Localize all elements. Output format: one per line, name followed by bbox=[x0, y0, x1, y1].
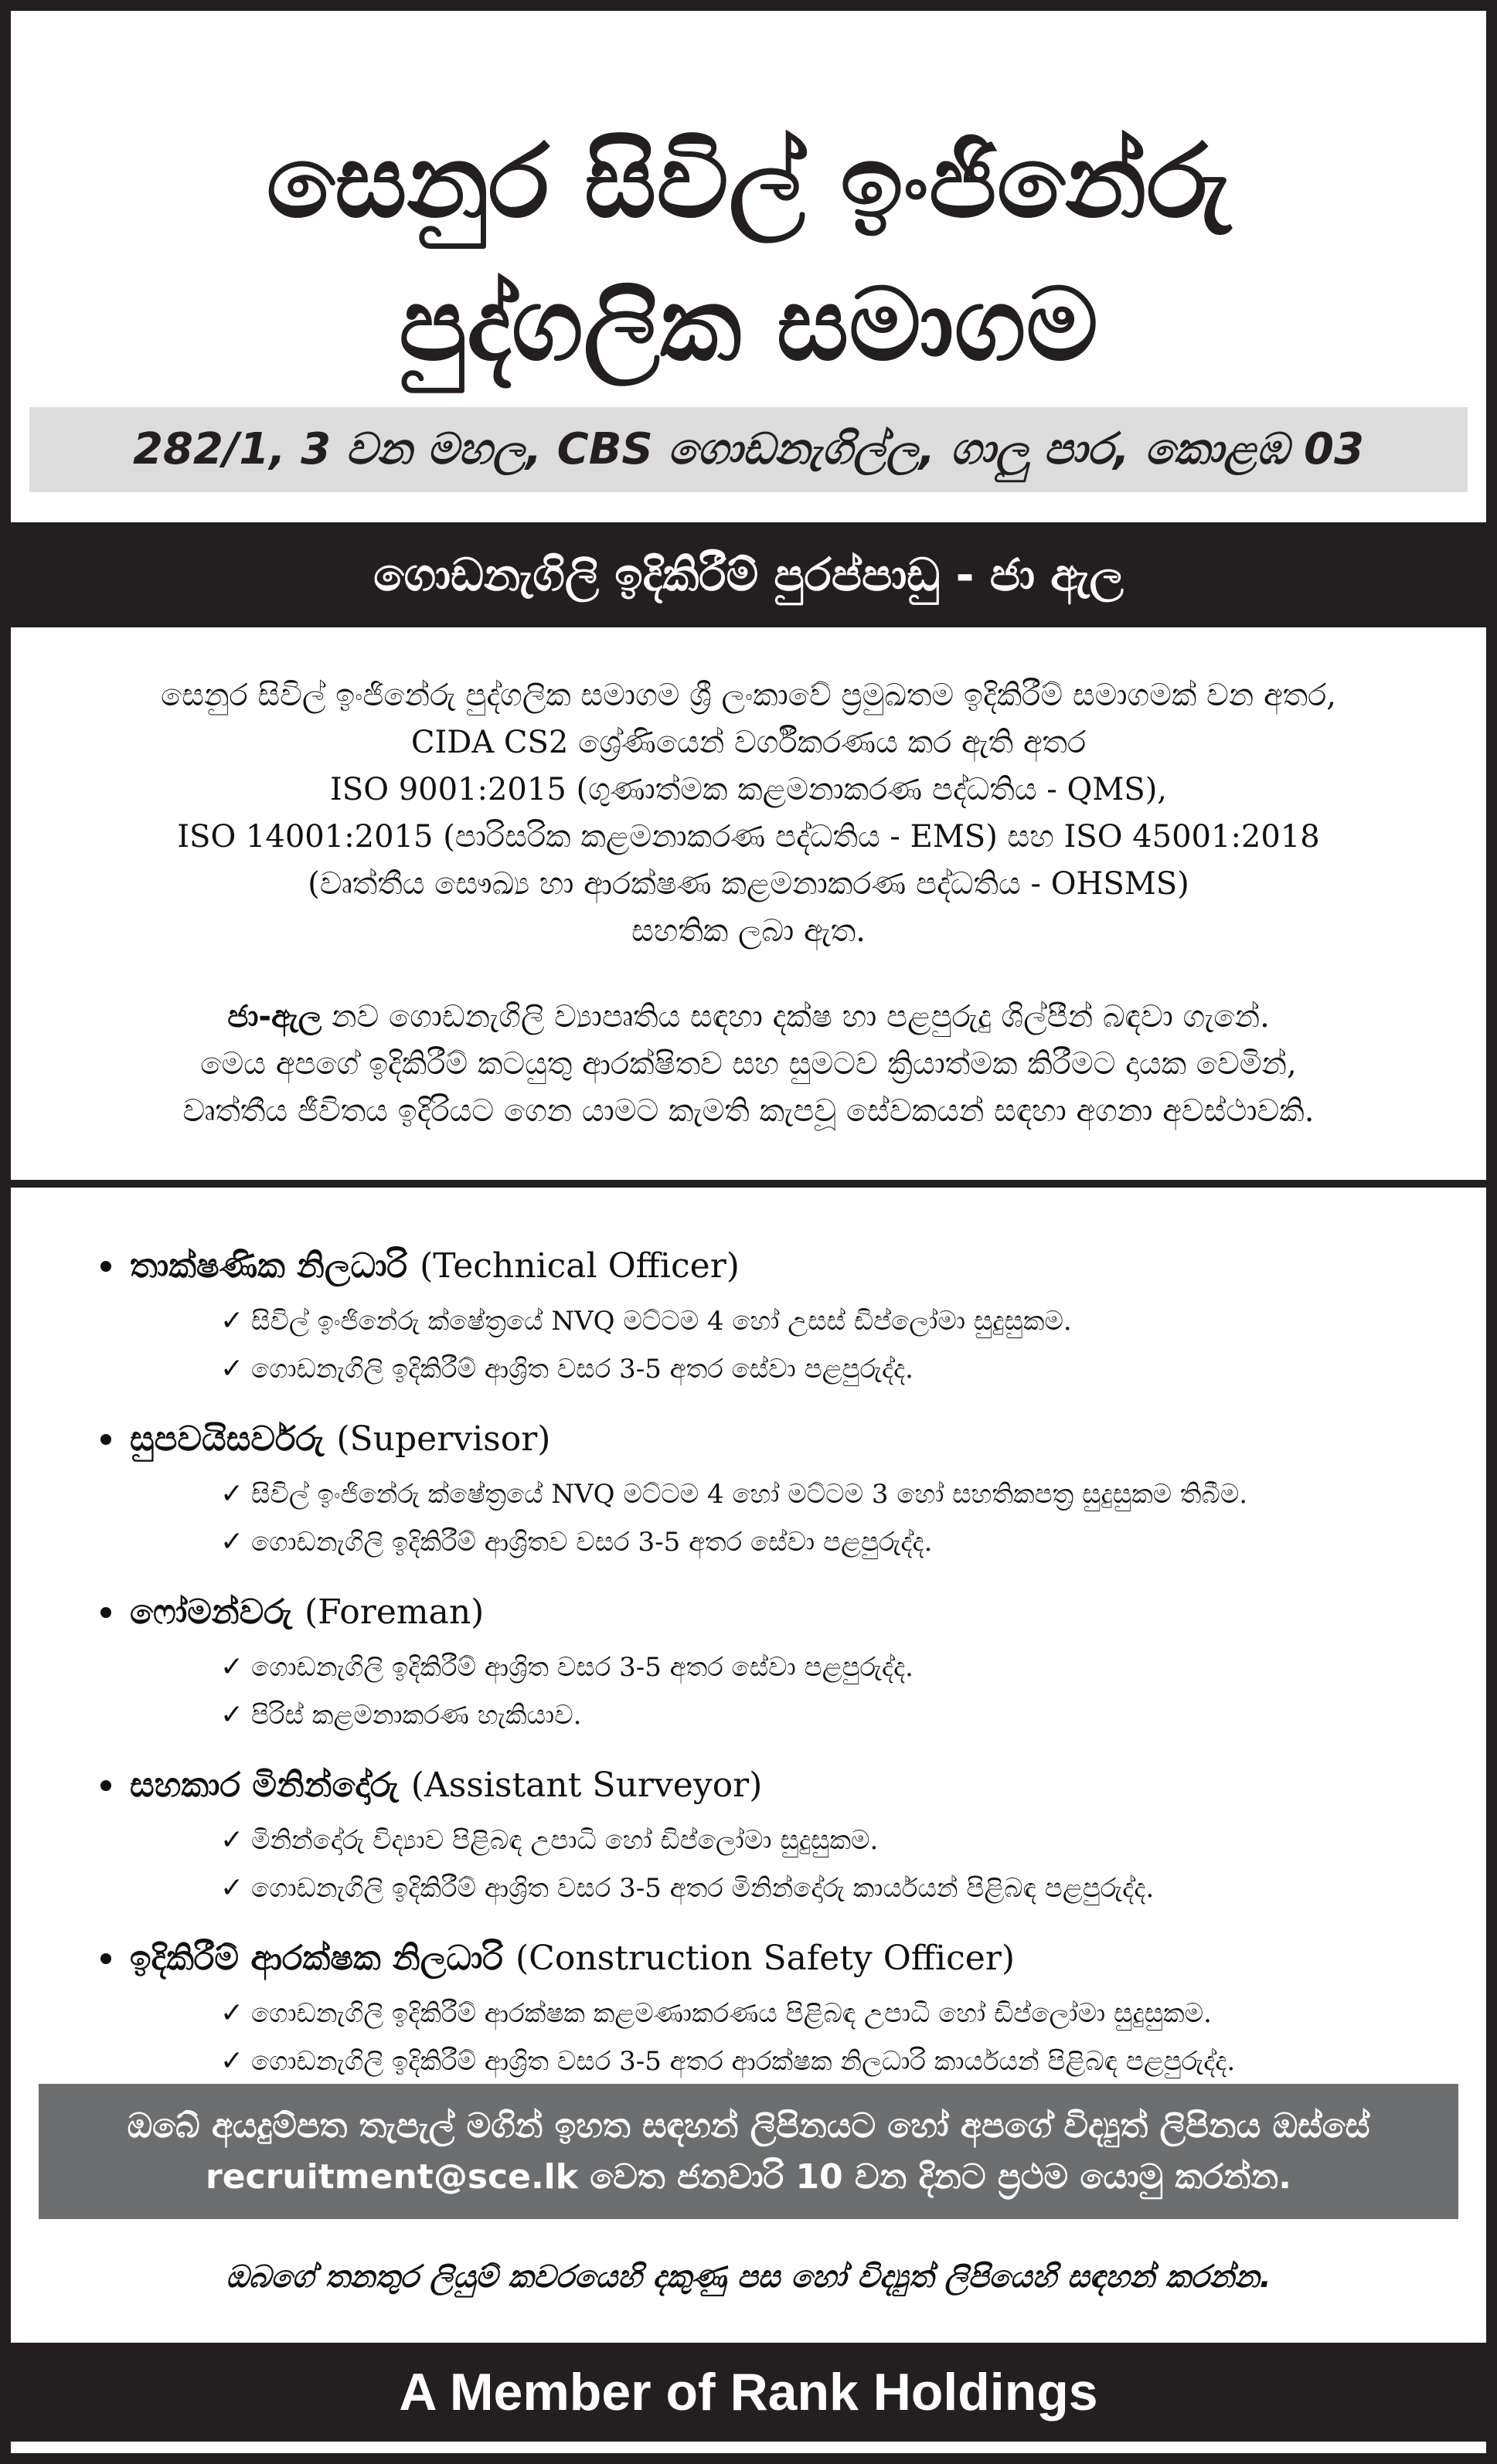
checkmark-icon: ✓ bbox=[220, 1526, 244, 1558]
apply-deadline-text: වෙත ජනවාරි 10 වන දිනට ප්‍රථම යොමු කරන්න. bbox=[578, 2157, 1291, 2197]
job-title bbox=[100, 1240, 1430, 1293]
bullet-icon bbox=[100, 1434, 111, 1445]
intro-line: (වෘත්තීය සෞඛ්‍ය හා ආරක්ෂණ කළමනාකරණ පද්ධතිය - OHSMS) bbox=[308, 866, 1189, 902]
requirement-item bbox=[220, 1864, 1430, 1912]
requirement-item bbox=[220, 1990, 1430, 2037]
requirement-text: ගොඩනැගිලි ඉදිකිරීම් ආශ්‍රිත වසර 3-5 අතර සේවා පළපුරුද්ද. bbox=[251, 1652, 914, 1683]
job-item bbox=[100, 1240, 1430, 1393]
intro-line: සෙනුර සිවිල් ඉංජිනේරු පුද්ගලික සමාගම ශ්‍රී ලංකාවේ ප්‍රමුඛතම ඉදිකිරීම් සමාගමක් වන අතර, bbox=[160, 678, 1337, 713]
requirement-text: ගොඩනැගිලි ඉදිකිරීම් ආශ්‍රිත වසර 3-5 අතර ආරක්ෂක නිලධාරි කාර්යයන් පිළිබඳ පළපුරුද්ද. bbox=[251, 2046, 1236, 2077]
requirement-item bbox=[220, 1297, 1430, 1345]
job-title-sinhala: තාක්ෂණික නිලධාරි bbox=[130, 1246, 408, 1286]
requirement-text: ගොඩනැගිලි ඉදිකිරීම් ආශ්‍රිත වසර 3-5 අතර මිනින්දෝරු කාර්යයන් පිළිබඳ පළපුරුද්ද. bbox=[251, 1873, 1155, 1904]
job-list bbox=[100, 1240, 1430, 2105]
apply-line1: ඔබේ අයදුම්පත තැපැල් මගින් ඉහත සඳහන් ලිපිනයට හෝ අපගේ විද්‍යුත් ලිපිනය ඔස්සේ bbox=[127, 2106, 1370, 2146]
requirement-text: ගොඩනැගිලි ඉදිකිරීම් ආශ්‍රිත වසර 3-5 අතර සේවා පළපුරුද්ද. bbox=[251, 1354, 914, 1385]
requirements-list bbox=[100, 1297, 1430, 1393]
job-title-sinhala: සුපවයිසර්වරු bbox=[130, 1419, 325, 1459]
requirements-list bbox=[100, 1817, 1430, 1912]
job-title bbox=[100, 1759, 1430, 1812]
job-item bbox=[100, 1413, 1430, 1566]
apply-line2 bbox=[39, 2152, 1458, 2203]
apply-email-link[interactable]: recruitment@sce.lk bbox=[206, 2157, 578, 2197]
section-divider bbox=[0, 1180, 1497, 1188]
job-title-english: (Technical Officer) bbox=[420, 1246, 740, 1286]
checkmark-icon: ✓ bbox=[220, 1478, 244, 1510]
checkmark-icon: ✓ bbox=[220, 1824, 244, 1856]
company-title-line2: පුද්ගලික සමාගම bbox=[399, 266, 1098, 383]
checkmark-icon: ✓ bbox=[220, 1872, 244, 1904]
company-address: 282/1, 3 වන මහල, CBS ගොඩනැගිල්ල, ගාලු පාර, කොළඹ 03 bbox=[29, 407, 1468, 492]
bullet-icon bbox=[100, 1953, 111, 1964]
apply-instructions-box bbox=[39, 2084, 1458, 2219]
requirements-list bbox=[100, 1990, 1430, 2085]
requirement-text: මිනින්දෝරු විද්‍යාව පිළිබඳ උපාධි හෝ ඩිප්ලෝමා සුදුසුකම. bbox=[251, 1825, 879, 1856]
intro-location-text: නව ගොඩනැගිලි ව්‍යාපෘතිය සඳහා දක්ෂ හා පළපුරුදු ශිල්පීන් බඳවා ගැනේ. bbox=[322, 999, 1270, 1035]
checkmark-icon: ✓ bbox=[220, 1353, 244, 1385]
checkmark-icon: ✓ bbox=[220, 1305, 244, 1337]
footer-member-bar: A Member of Rank Holdings bbox=[0, 2343, 1497, 2442]
requirement-text: ගොඩනැගිලි ඉදිකිරීම් ආශ්‍රිතව වසර 3-5 අතර සේවා පළපුරුද්ද. bbox=[251, 1527, 933, 1558]
intro-line: CIDA CS2 ශ්‍රේණියෙන් වර්ගීකරණය කර ඇති අතර bbox=[410, 725, 1087, 760]
location-name: ජා-ඇල bbox=[227, 999, 322, 1035]
job-title bbox=[100, 1586, 1430, 1639]
requirement-item bbox=[220, 2037, 1430, 2085]
job-title-english: (Construction Safety Officer) bbox=[515, 1939, 1016, 1978]
requirements-list bbox=[100, 1470, 1430, 1566]
intro-section bbox=[46, 672, 1451, 1135]
checkmark-icon: ✓ bbox=[220, 1699, 244, 1731]
job-title-english: (Foreman) bbox=[305, 1592, 485, 1632]
bullet-icon bbox=[100, 1261, 111, 1272]
requirement-item bbox=[220, 1691, 1430, 1739]
company-title-line1: සෙනුර සිවිල් ඉංජිනේරු bbox=[266, 123, 1231, 240]
checkmark-icon: ✓ bbox=[220, 2045, 244, 2077]
paragraph-gap bbox=[46, 955, 1451, 994]
job-title-sinhala: ෆෝමන්වරු bbox=[130, 1592, 293, 1632]
requirement-text: පිරිස් කළමනාකරණ හැකියාව. bbox=[251, 1700, 582, 1731]
intro-line: සහතික ලබා ඇත. bbox=[631, 913, 866, 949]
intro-line: ISO 9001:2015 (ගුණාත්මක කළමනාකරණ පද්ධතිය - QMS), bbox=[329, 772, 1168, 807]
bullet-icon bbox=[100, 1607, 111, 1618]
job-title-sinhala: සහකාර මිනින්දෝරු bbox=[130, 1766, 399, 1805]
vacancies-section-bar: ගොඩනැගිලි ඉදිකිරීම් පුරප්පාඩු - ජා ඇල bbox=[0, 522, 1497, 627]
bullet-icon bbox=[100, 1780, 111, 1791]
job-item bbox=[100, 1586, 1430, 1739]
requirement-item bbox=[220, 1470, 1430, 1518]
requirement-item bbox=[220, 1518, 1430, 1566]
job-item bbox=[100, 1932, 1430, 2085]
job-title-sinhala: ඉදිකිරීම් ආරක්ෂක නිලධාරි bbox=[130, 1939, 503, 1978]
requirements-list bbox=[100, 1643, 1430, 1739]
checkmark-icon: ✓ bbox=[220, 1997, 244, 2029]
requirement-item bbox=[220, 1817, 1430, 1864]
job-title bbox=[100, 1413, 1430, 1466]
intro-line: ISO 14001:2015 (පාරිසරික කළමනාකරණ පද්ධතිය - EMS) සහ ISO 45001:2018 bbox=[177, 819, 1320, 855]
job-title bbox=[100, 1932, 1430, 1985]
application-note: ඔබගේ තනතුර ලියුම් කවරයෙහි දකුණු පස හෝ විද්‍යුත් ලිපියෙහි සඳහන් කරන්න. bbox=[226, 2259, 1271, 2295]
intro-line: මෙය අපගේ ඉදිකිරීම් කටයුතු ආරක්ෂිතව සහ සුමටව ක්‍රියාත්මක කිරීමට දායක වෙමින්, bbox=[200, 1046, 1297, 1082]
job-item bbox=[100, 1759, 1430, 1912]
requirement-item bbox=[220, 1643, 1430, 1691]
requirement-text: සිවිල් ඉංජිනේරු ක්ෂේත්‍රයේ NVQ මට්ටම 4 හෝ උසස් ඩිප්ලෝමා සුදුසුකම. bbox=[251, 1306, 1072, 1337]
checkmark-icon: ✓ bbox=[220, 1651, 244, 1683]
intro-location-line bbox=[46, 994, 1451, 1041]
intro-line: වෘත්තීය ජීවිතය ඉදිරියට ගෙන යාමට කැමති කැපවූ සේවකයන් සඳහා අගනා අවස්ථාවකි. bbox=[182, 1093, 1315, 1129]
requirement-text: ගොඩනැගිලි ඉදිකිරීම් ආරක්ෂක කළමණාකරණය පිළිබඳ උපාධි හෝ ඩිප්ලෝමා සුදුසුකම. bbox=[251, 1998, 1212, 2029]
job-title-english: (Assistant Surveyor) bbox=[410, 1766, 763, 1805]
job-title-english: (Supervisor) bbox=[336, 1419, 551, 1459]
requirement-item bbox=[220, 1345, 1430, 1393]
requirement-text: සිවිල් ඉංජිනේරු ක්ෂේත්‍රයේ NVQ මට්ටම 4 හෝ මට්ටම 3 හෝ සහතිකපත්‍ර සුදුසුකම තිබීම. bbox=[251, 1479, 1248, 1510]
